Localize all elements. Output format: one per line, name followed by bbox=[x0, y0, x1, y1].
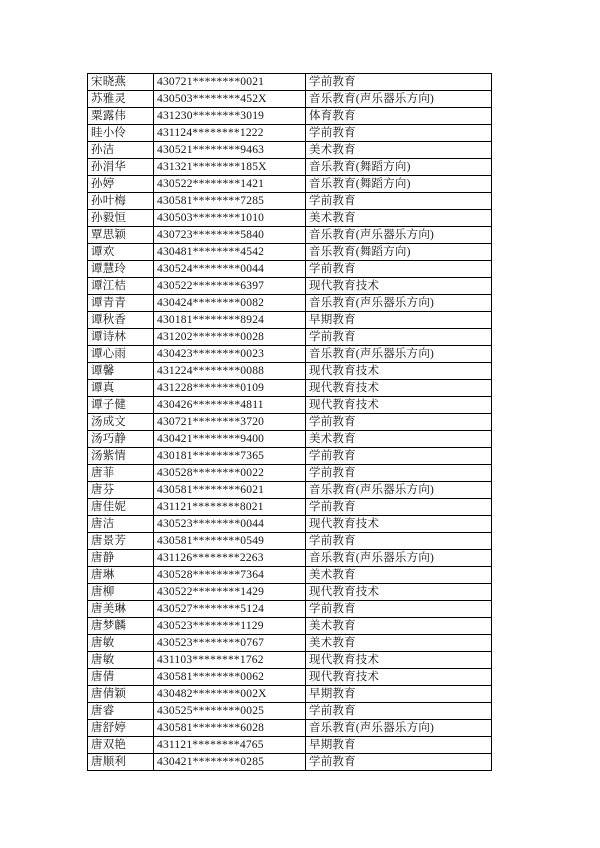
student-name-cell: 孙洁 bbox=[88, 142, 154, 159]
table-row bbox=[88, 584, 492, 601]
student-major-cell: 早期教育 bbox=[306, 737, 492, 754]
student-name-cell: 谭慧玲 bbox=[88, 261, 154, 278]
student-major-cell: 学前教育 bbox=[306, 601, 492, 618]
table-row bbox=[88, 363, 492, 380]
student-major-cell: 学前教育 bbox=[306, 74, 492, 91]
student-id-cell: 430721********0021 bbox=[154, 74, 306, 91]
student-major-cell: 学前教育 bbox=[306, 329, 492, 346]
student-major-cell: 现代教育技术 bbox=[306, 380, 492, 397]
student-id-cell: 431121********8021 bbox=[154, 499, 306, 516]
student-id-cell: 430424********0082 bbox=[154, 295, 306, 312]
student-id-cell: 431126********2263 bbox=[154, 550, 306, 567]
student-name-cell: 眭小伶 bbox=[88, 125, 154, 142]
student-name-cell: 谭真 bbox=[88, 380, 154, 397]
table-row bbox=[88, 329, 492, 346]
student-major-cell: 现代教育技术 bbox=[306, 669, 492, 686]
student-id-cell: 430423********0023 bbox=[154, 346, 306, 363]
student-id-cell: 430525********0025 bbox=[154, 703, 306, 720]
table-row bbox=[88, 499, 492, 516]
student-id-cell: 431103********1762 bbox=[154, 652, 306, 669]
student-id-cell: 430181********7365 bbox=[154, 448, 306, 465]
table-row bbox=[88, 618, 492, 635]
student-major-cell: 现代教育技术 bbox=[306, 397, 492, 414]
student-name-cell: 覃思颖 bbox=[88, 227, 154, 244]
student-name-cell: 唐静 bbox=[88, 550, 154, 567]
table-row bbox=[88, 686, 492, 703]
table-row bbox=[88, 295, 492, 312]
student-major-cell: 学前教育 bbox=[306, 465, 492, 482]
table-row bbox=[88, 431, 492, 448]
student-name-cell: 孙毅恒 bbox=[88, 210, 154, 227]
student-name-cell: 唐敏 bbox=[88, 635, 154, 652]
table-row bbox=[88, 261, 492, 278]
student-id-cell: 430581********0549 bbox=[154, 533, 306, 550]
student-major-cell: 美术教育 bbox=[306, 618, 492, 635]
student-id-cell: 431228********0109 bbox=[154, 380, 306, 397]
table-row bbox=[88, 533, 492, 550]
student-name-cell: 唐睿 bbox=[88, 703, 154, 720]
table-row bbox=[88, 601, 492, 618]
student-id-cell: 430503********452X bbox=[154, 91, 306, 108]
student-id-cell: 431124********1222 bbox=[154, 125, 306, 142]
student-major-cell: 学前教育 bbox=[306, 448, 492, 465]
student-name-cell: 唐顺利 bbox=[88, 754, 154, 771]
student-major-cell: 学前教育 bbox=[306, 533, 492, 550]
student-name-cell: 粟露伟 bbox=[88, 108, 154, 125]
student-major-cell: 美术教育 bbox=[306, 142, 492, 159]
student-name-cell: 孙涓华 bbox=[88, 159, 154, 176]
table-row bbox=[88, 244, 492, 261]
student-name-cell: 唐芬 bbox=[88, 482, 154, 499]
student-name-cell: 唐双艳 bbox=[88, 737, 154, 754]
student-name-cell: 唐梦麟 bbox=[88, 618, 154, 635]
student-id-cell: 430528********0022 bbox=[154, 465, 306, 482]
student-major-cell: 音乐教育(声乐器乐方向) bbox=[306, 346, 492, 363]
student-id-cell: 430521********9463 bbox=[154, 142, 306, 159]
table-row bbox=[88, 567, 492, 584]
student-major-cell: 音乐教育(舞蹈方向) bbox=[306, 159, 492, 176]
student-name-cell: 苏雅灵 bbox=[88, 91, 154, 108]
student-name-cell: 谭子健 bbox=[88, 397, 154, 414]
student-name-cell: 唐菲 bbox=[88, 465, 154, 482]
table-row bbox=[88, 754, 492, 771]
table-row bbox=[88, 312, 492, 329]
student-major-cell: 音乐教育(声乐器乐方向) bbox=[306, 227, 492, 244]
student-major-cell: 现代教育技术 bbox=[306, 278, 492, 295]
student-name-cell: 唐倩颖 bbox=[88, 686, 154, 703]
student-name-cell: 谭江桔 bbox=[88, 278, 154, 295]
table-row bbox=[88, 448, 492, 465]
table-row bbox=[88, 159, 492, 176]
table-row bbox=[88, 550, 492, 567]
table-row bbox=[88, 74, 492, 91]
student-id-cell: 430528********7364 bbox=[154, 567, 306, 584]
student-id-cell: 430522********6397 bbox=[154, 278, 306, 295]
student-major-cell: 音乐教育(声乐器乐方向) bbox=[306, 720, 492, 737]
table-row bbox=[88, 108, 492, 125]
student-major-cell: 体育教育 bbox=[306, 108, 492, 125]
student-name-cell: 汤成文 bbox=[88, 414, 154, 431]
student-name-cell: 唐舒婷 bbox=[88, 720, 154, 737]
table-row bbox=[88, 125, 492, 142]
student-major-cell: 美术教育 bbox=[306, 431, 492, 448]
table-row bbox=[88, 414, 492, 431]
student-major-cell: 美术教育 bbox=[306, 635, 492, 652]
student-id-cell: 430581********7285 bbox=[154, 193, 306, 210]
table-row bbox=[88, 346, 492, 363]
student-list-body bbox=[88, 74, 492, 771]
student-name-cell: 谭馨 bbox=[88, 363, 154, 380]
student-major-cell: 学前教育 bbox=[306, 193, 492, 210]
student-id-cell: 430723********5840 bbox=[154, 227, 306, 244]
student-name-cell: 唐佳妮 bbox=[88, 499, 154, 516]
student-name-cell: 唐敏 bbox=[88, 652, 154, 669]
table-row bbox=[88, 516, 492, 533]
table-row bbox=[88, 142, 492, 159]
student-id-cell: 430421********0285 bbox=[154, 754, 306, 771]
student-major-cell: 音乐教育(舞蹈方向) bbox=[306, 244, 492, 261]
student-id-cell: 430426********4811 bbox=[154, 397, 306, 414]
student-id-cell: 431224********0088 bbox=[154, 363, 306, 380]
table-row bbox=[88, 703, 492, 720]
table-row bbox=[88, 465, 492, 482]
student-id-cell: 430522********1421 bbox=[154, 176, 306, 193]
student-name-cell: 谭秋香 bbox=[88, 312, 154, 329]
table-row bbox=[88, 278, 492, 295]
table-row bbox=[88, 397, 492, 414]
student-major-cell: 学前教育 bbox=[306, 125, 492, 142]
student-id-cell: 430181********8924 bbox=[154, 312, 306, 329]
student-id-cell: 430523********1129 bbox=[154, 618, 306, 635]
table-row bbox=[88, 635, 492, 652]
student-id-cell: 430581********6028 bbox=[154, 720, 306, 737]
student-major-cell: 早期教育 bbox=[306, 686, 492, 703]
student-name-cell: 汤巧静 bbox=[88, 431, 154, 448]
student-name-cell: 唐景芳 bbox=[88, 533, 154, 550]
student-major-cell: 美术教育 bbox=[306, 567, 492, 584]
student-major-cell: 音乐教育(声乐器乐方向) bbox=[306, 295, 492, 312]
student-major-cell: 现代教育技术 bbox=[306, 584, 492, 601]
table-row bbox=[88, 176, 492, 193]
student-major-cell: 现代教育技术 bbox=[306, 363, 492, 380]
student-id-cell: 430524********0044 bbox=[154, 261, 306, 278]
student-id-cell: 430527********5124 bbox=[154, 601, 306, 618]
student-major-cell: 音乐教育(声乐器乐方向) bbox=[306, 550, 492, 567]
student-major-cell: 音乐教育(声乐器乐方向) bbox=[306, 482, 492, 499]
student-id-cell: 430503********1010 bbox=[154, 210, 306, 227]
student-major-cell: 早期教育 bbox=[306, 312, 492, 329]
table-row bbox=[88, 652, 492, 669]
student-name-cell: 唐美琳 bbox=[88, 601, 154, 618]
student-name-cell: 孙婷 bbox=[88, 176, 154, 193]
student-major-cell: 美术教育 bbox=[306, 210, 492, 227]
student-id-cell: 431121********4765 bbox=[154, 737, 306, 754]
table-row bbox=[88, 227, 492, 244]
student-id-cell: 430721********3720 bbox=[154, 414, 306, 431]
student-major-cell: 学前教育 bbox=[306, 414, 492, 431]
table-row bbox=[88, 193, 492, 210]
student-name-cell: 谭青青 bbox=[88, 295, 154, 312]
student-name-cell: 唐柳 bbox=[88, 584, 154, 601]
student-major-cell: 音乐教育(舞蹈方向) bbox=[306, 176, 492, 193]
student-list-table bbox=[87, 73, 492, 771]
student-major-cell: 学前教育 bbox=[306, 261, 492, 278]
student-name-cell: 谭心雨 bbox=[88, 346, 154, 363]
student-id-cell: 430481********4542 bbox=[154, 244, 306, 261]
table-row bbox=[88, 482, 492, 499]
student-name-cell: 唐洁 bbox=[88, 516, 154, 533]
table-row bbox=[88, 737, 492, 754]
student-id-cell: 430523********0767 bbox=[154, 635, 306, 652]
student-major-cell: 学前教育 bbox=[306, 703, 492, 720]
student-name-cell: 汤紫情 bbox=[88, 448, 154, 465]
student-id-cell: 431230********3019 bbox=[154, 108, 306, 125]
table-row bbox=[88, 210, 492, 227]
student-id-cell: 430581********6021 bbox=[154, 482, 306, 499]
student-name-cell: 唐倩 bbox=[88, 669, 154, 686]
table-row bbox=[88, 720, 492, 737]
student-name-cell: 谭诗林 bbox=[88, 329, 154, 346]
student-id-cell: 430522********1429 bbox=[154, 584, 306, 601]
student-id-cell: 431321********185X bbox=[154, 159, 306, 176]
student-id-cell: 430482********002X bbox=[154, 686, 306, 703]
student-name-cell: 宋晓燕 bbox=[88, 74, 154, 91]
student-major-cell: 音乐教育(声乐器乐方向) bbox=[306, 91, 492, 108]
student-name-cell: 孙叶梅 bbox=[88, 193, 154, 210]
table-row bbox=[88, 669, 492, 686]
student-major-cell: 学前教育 bbox=[306, 754, 492, 771]
student-major-cell: 现代教育技术 bbox=[306, 652, 492, 669]
student-id-cell: 431202********0028 bbox=[154, 329, 306, 346]
student-name-cell: 谭欢 bbox=[88, 244, 154, 261]
student-id-cell: 430523********0044 bbox=[154, 516, 306, 533]
student-name-cell: 唐琳 bbox=[88, 567, 154, 584]
student-id-cell: 430581********0062 bbox=[154, 669, 306, 686]
student-major-cell: 学前教育 bbox=[306, 499, 492, 516]
table-row bbox=[88, 380, 492, 397]
student-major-cell: 现代教育技术 bbox=[306, 516, 492, 533]
table-row bbox=[88, 91, 492, 108]
student-id-cell: 430421********9400 bbox=[154, 431, 306, 448]
